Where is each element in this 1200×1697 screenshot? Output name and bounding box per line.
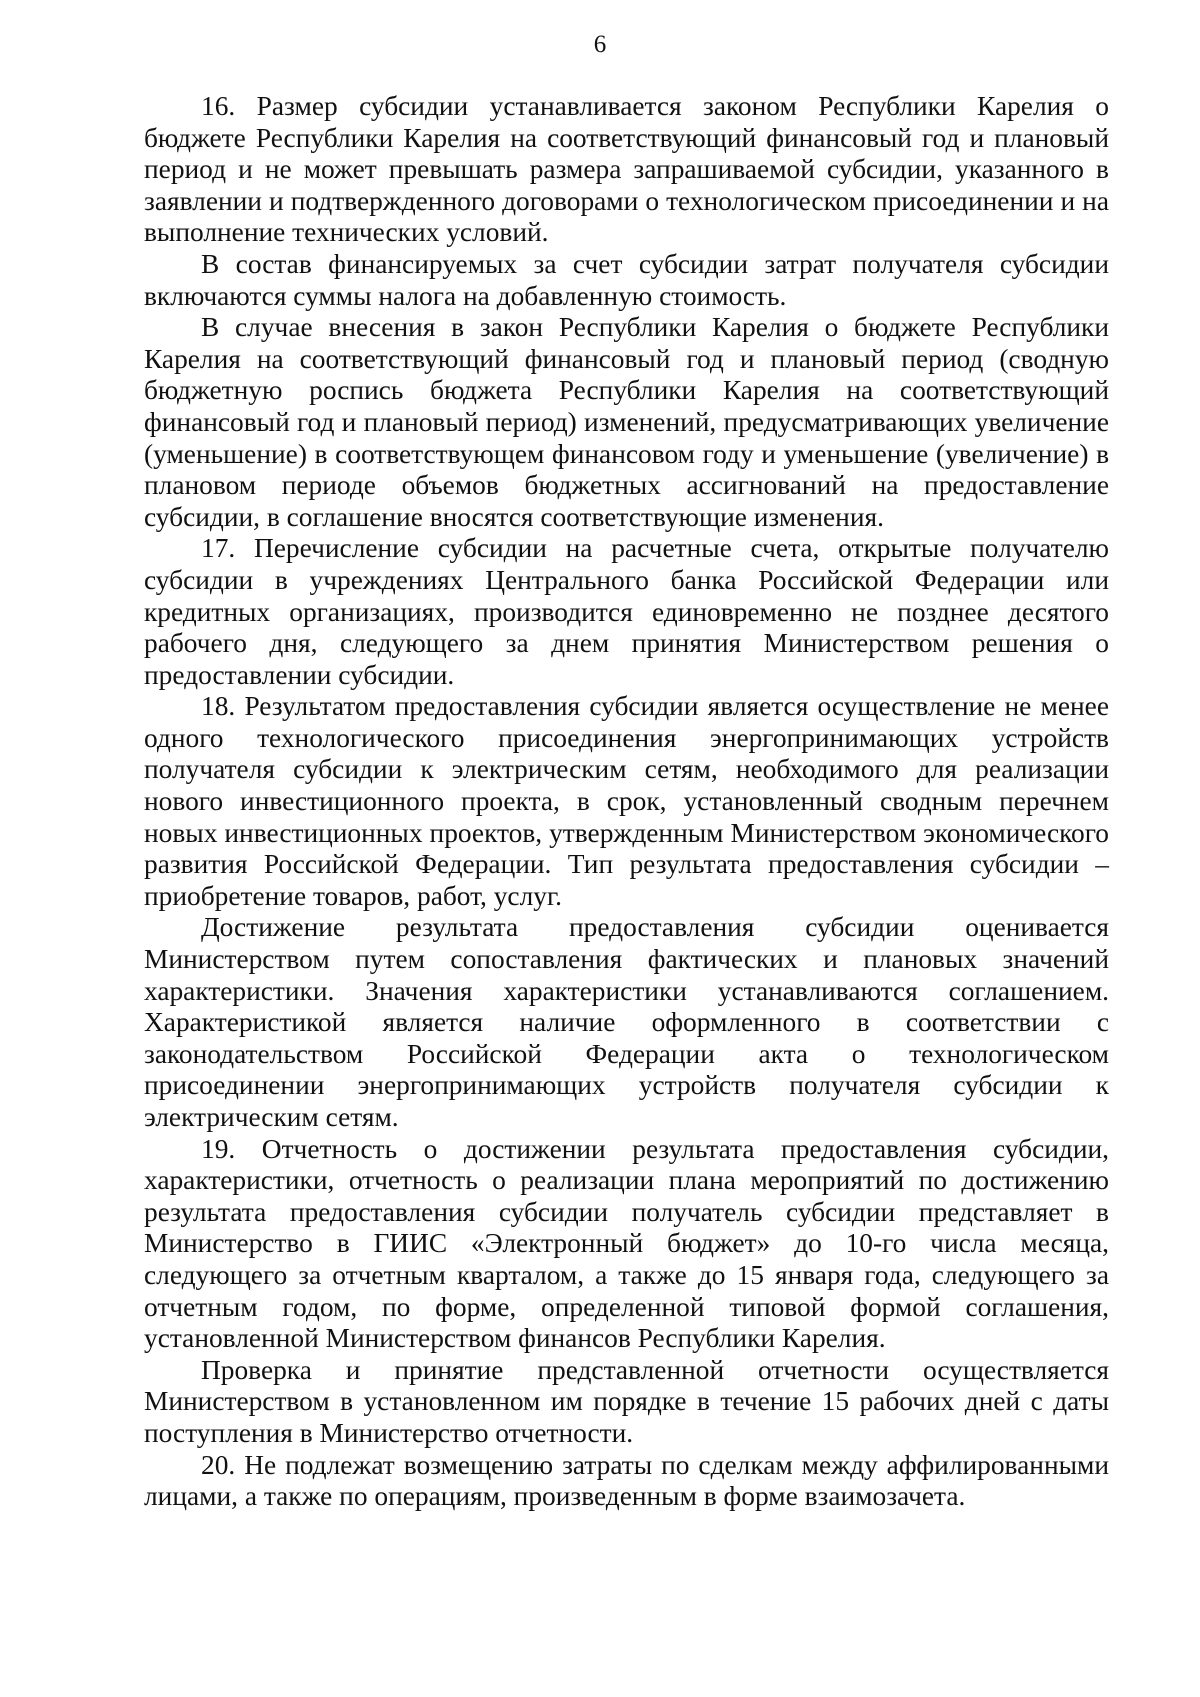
- paragraph-16-subsidy-amount: 16. Размер субсидии устанавливается законом Республики Карелия о бюджете Республики Карелия на соответствующий финансовый год и плановый период и не может превышать размера запрашиваемой субсидии, указанного в заявлении и подтвержденного договорами о технологическом присоединении и на выполнение технических условий.: [144, 91, 1109, 248]
- document-body: [144, 91, 1109, 1513]
- page-number: 6: [593, 31, 607, 58]
- paragraph-result-evaluation: Достижение результата предоставления субсидии оценивается Министерством путем сопоставления фактических и плановых значений характеристики. Значения характеристики устанавливаются соглашением. Характеристикой является наличие оформленного в соответствии с законодательством Российской Федерации акта о технологическом присоединении энергопринимающих устройств получателя субсидии к электрическим сетям.: [144, 912, 1109, 1132]
- paragraph-report-verification: Проверка и принятие представленной отчетности осуществляется Министерством в установленном им порядке в течение 15 рабочих дней с даты поступления в Министерство отчетности.: [144, 1354, 1109, 1448]
- paragraph-budget-changes: В случае внесения в закон Республики Карелия о бюджете Республики Карелия на соответствующий финансовый год и плановый период (сводную бюджетную роспись бюджета Республики Карелия на соответствующий финансовый год и плановый период) изменений, предусматривающих увеличение (уменьшение) в соответствующем финансовом году и уменьшение (увеличение) в плановом периоде объемов бюджетных ассигнований на предоставление субсидии, в соглашение вносятся соответствующие изменения.: [144, 312, 1109, 532]
- paragraph-vat-included: В состав финансируемых за счет субсидии затрат получателя субсидии включаются суммы налога на добавленную стоимость.: [144, 248, 1109, 311]
- paragraph-19-reporting: 19. Отчетность о достижении результата предоставления субсидии, характеристики, отчетность о реализации плана мероприятий по достижению результата предоставления субсидии получатель субсидии представляет в Министерство в ГИИС «Электронный бюджет» до 10-го числа месяца, следующего за отчетным кварталом, а также до 15 января года, следующего за отчетным годом, по форме, определенной типовой формой соглашения, установленной Министерством финансов Республики Карелия.: [144, 1133, 1109, 1354]
- paragraph-17-transfer: 17. Перечисление субсидии на расчетные счета, открытые получателю субсидии в учреждениях Центрального банка Российской Федерации или кредитных организациях, производится единовременно не позднее десятого рабочего дня, следующего за днем принятия Министерством решения о предоставлении субсидии.: [144, 533, 1109, 690]
- paragraph-18-result: 18. Результатом предоставления субсидии является осуществление не менее одного технологического присоединения энергопринимающих устройств получателя субсидии к электрическим сетям, необходимого для реализации нового инвестиционного проекта, в срок, установленный сводным перечнем новых инвестиционных проектов, утвержденным Министерством экономического развития Российской Федерации. Тип результата предоставления субсидии – приобретение товаров, работ, услуг.: [144, 691, 1109, 911]
- paragraph-20-affiliated-costs: 20. Не подлежат возмещению затраты по сделкам между аффилированными лицами, а также по операциям, произведенным в форме взаимозачета.: [144, 1449, 1109, 1512]
